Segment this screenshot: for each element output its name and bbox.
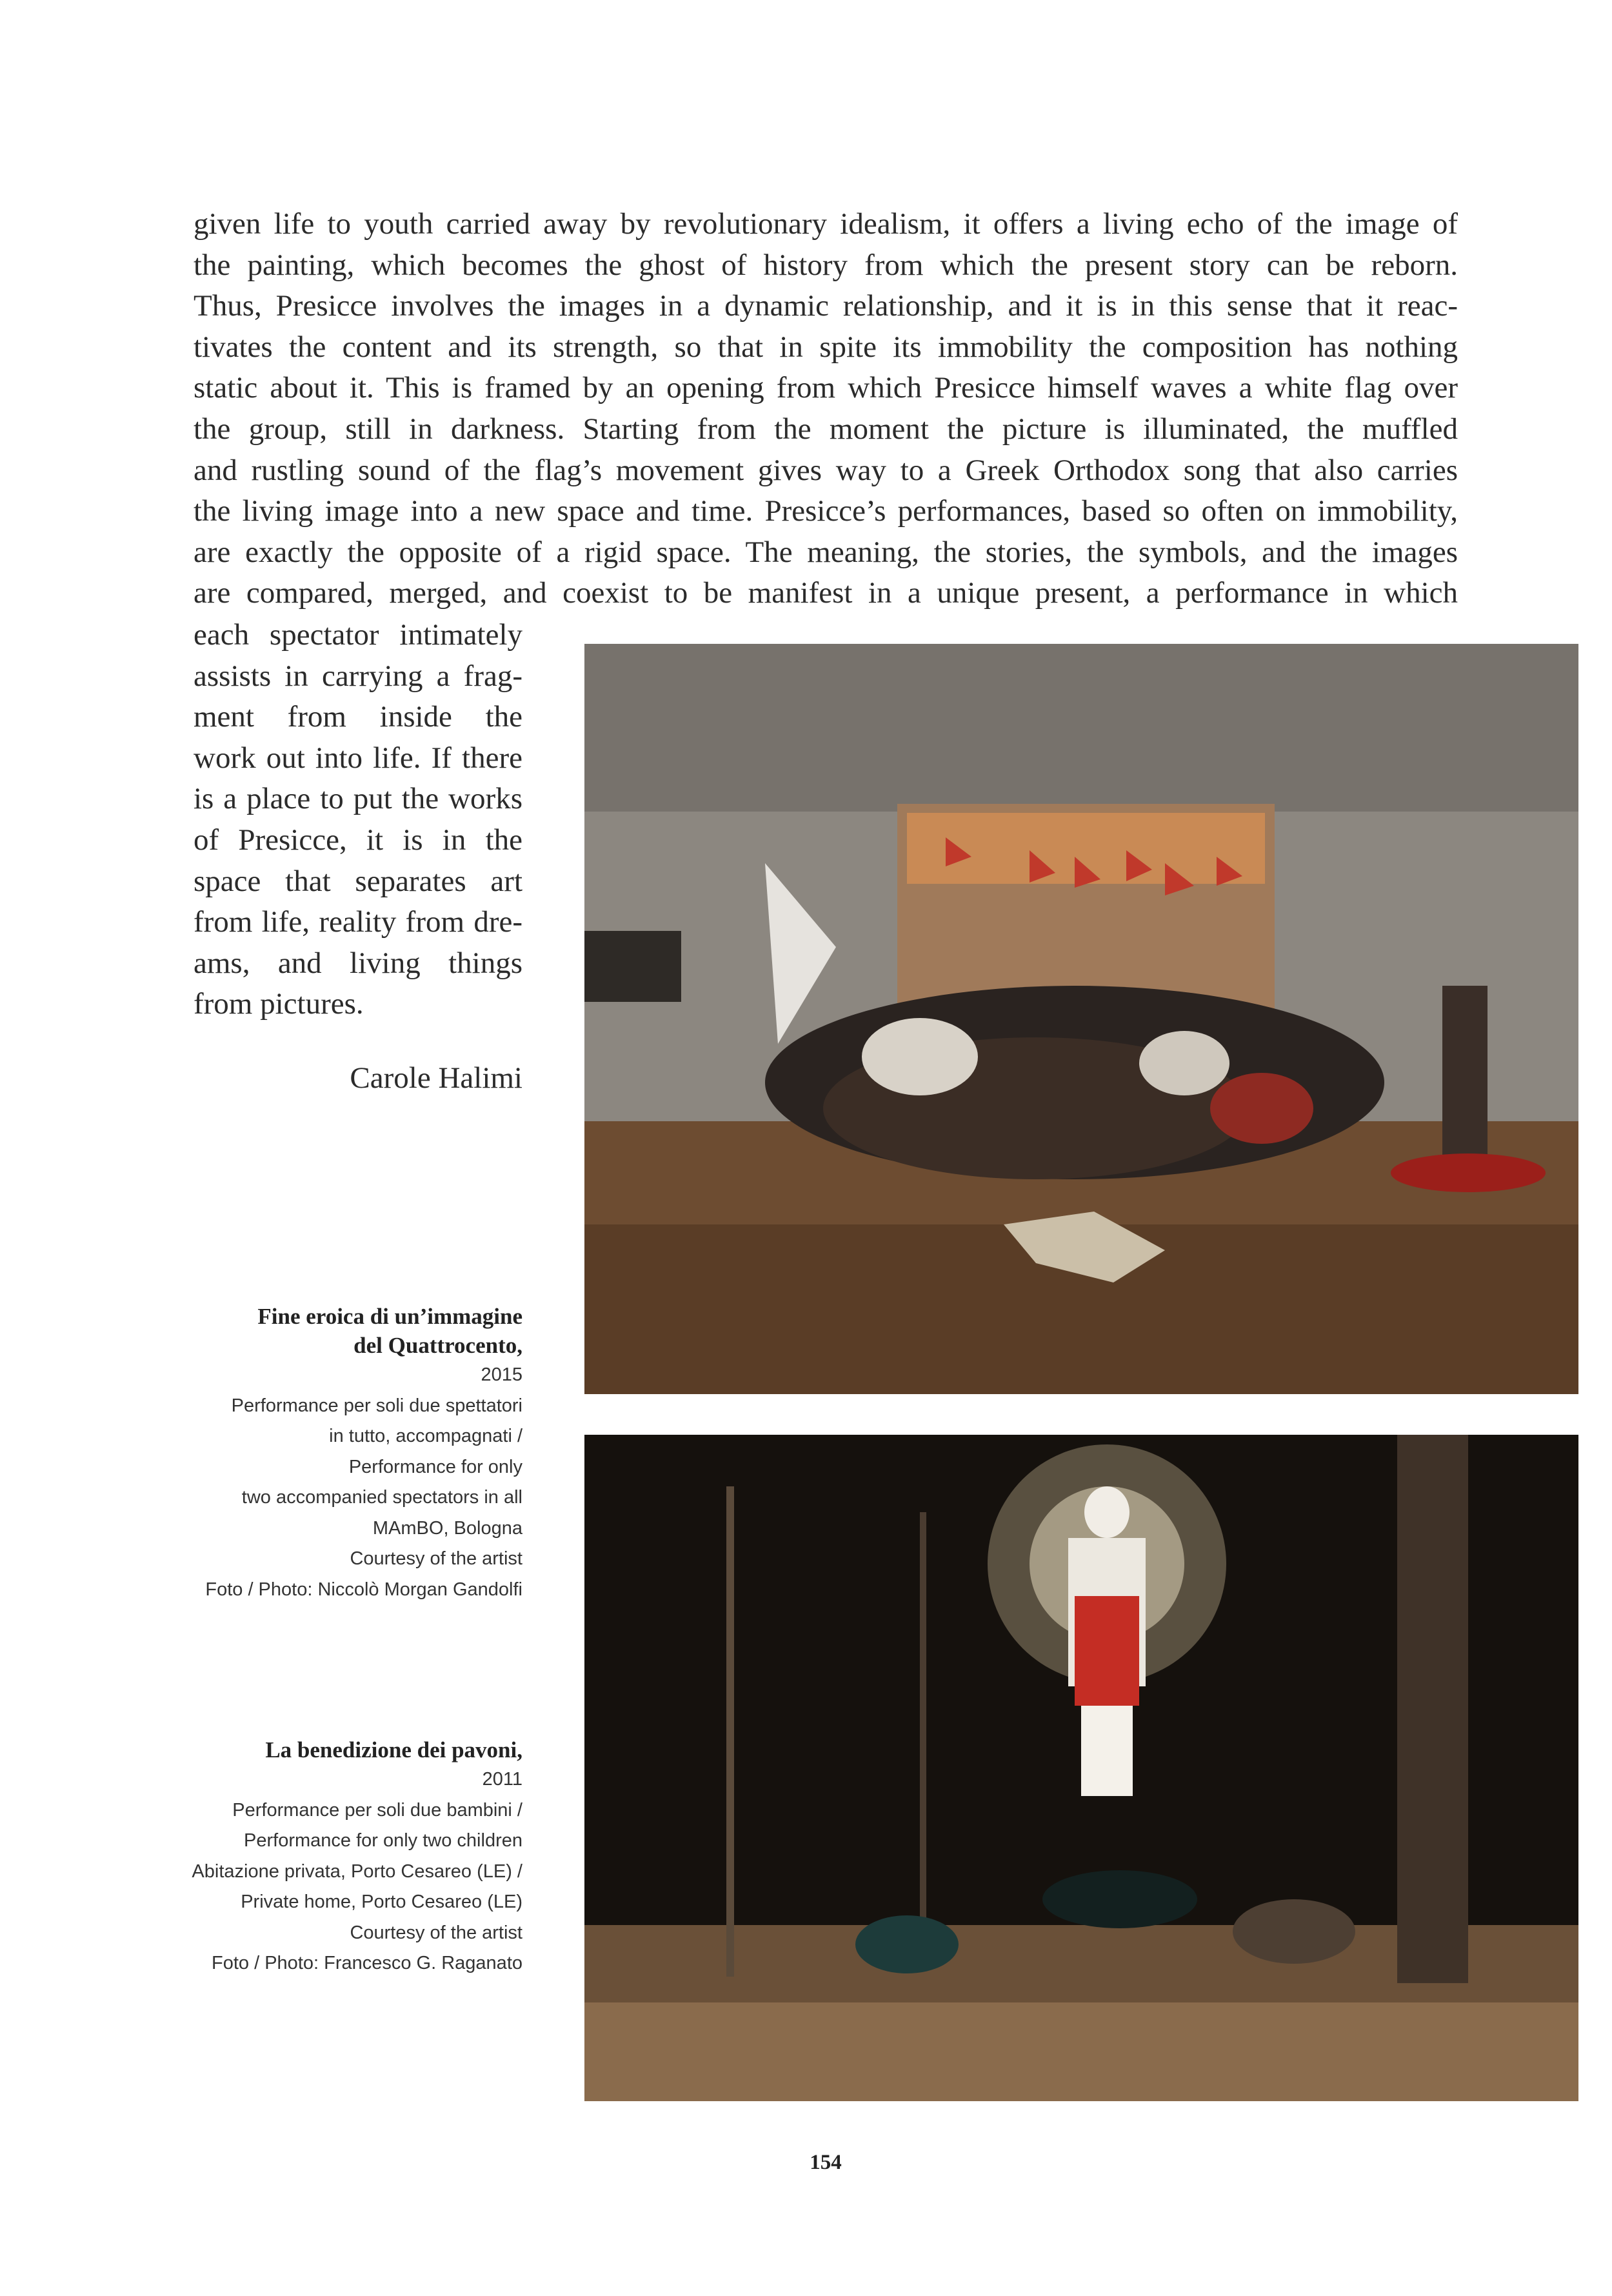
caption-title: Fine eroica di un’immagine [257,1304,522,1329]
performance-photo-gallery-image [584,644,1578,1394]
body-line: static about it. This is framed by an opening from which Presicce himself waves a white flag over [194,371,1458,405]
performance-photo-peacocks-image [584,1435,1578,2101]
caption-title: La benedizione dei pavoni, [265,1737,522,1762]
side-line: is a place to put the works [194,782,522,816]
caption-title: del Quattrocento, [353,1333,522,1358]
caption-line: MAmBO, Bologna [372,1517,522,1539]
caption-line: 2011 [482,1769,522,1790]
caption-line: Foto / Photo: Francesco G. Raganato [212,1953,522,1973]
photo-caption-2 [181,1735,522,1979]
caption-line: two accompanied spectators in all [241,1487,522,1508]
body-line: and rustling sound of the flag’s movement gives way to a Greek Orthodox song that also carries [194,453,1458,487]
caption-line: Performance per soli due spettatori [231,1395,522,1416]
side-line: ams, and living things [194,946,522,980]
side-line: space that separates art [194,864,522,898]
side-line: work out into life. If there [194,741,522,775]
body-line: the group, still in darkness. Starting from the moment the picture is illuminated, the muffled [194,412,1458,446]
side-line: ment from inside the [194,700,522,734]
body-line: Thus, Presicce involves the images in a dynamic relationship, and it is in this sense that it reac- [194,289,1458,323]
side-line: assists in carrying a frag- [194,659,522,693]
caption-line: 2015 [481,1364,522,1385]
author-signature: Carole Halimi [350,1061,522,1095]
side-column-text [194,615,522,1025]
performance-photo-gallery [584,644,1578,1394]
caption-line: Private home, Porto Cesareo (LE) [241,1892,522,1912]
caption-line: Performance for only [348,1456,522,1477]
side-line: each spectator intimately [194,618,522,652]
side-line: of Presicce, it is in the [194,823,522,857]
side-line: from life, reality from dre- [194,905,522,939]
photo-caption-1 [181,1302,522,1605]
performance-photo-peacocks [584,1435,1578,2101]
caption-line: in tutto, accompagnati / [329,1426,522,1446]
body-line: tivates the content and its strength, so that in spite its immobility the composition has nothing [194,330,1458,364]
body-line: given life to youth carried away by revolutionary idealism, it offers a living echo of the image of [194,207,1458,241]
side-line: from pictures. [194,987,364,1021]
caption-line: Performance for only two children [244,1830,522,1851]
body-line: the painting, which becomes the ghost of history from which the present story can be reborn. [194,248,1458,282]
caption-line: Foto / Photo: Niccolò Morgan Gandolfi [205,1579,522,1600]
page-number: 154 [810,2151,842,2174]
caption-line: Courtesy of the artist [350,1922,522,1943]
caption-line: Abitazione privata, Porto Cesareo (LE) / [192,1861,522,1882]
body-line: are exactly the opposite of a rigid space. The meaning, the stories, the symbols, and the images [194,535,1458,569]
body-line: are compared, merged, and coexist to be manifest in a unique present, a performance in which [194,576,1458,610]
caption-line: Performance per soli due bambini / [232,1799,522,1821]
body-line: the living image into a new space and time. Presicce’s performances, based so often on immobility, [194,494,1458,528]
caption-line: Courtesy of the artist [350,1548,522,1569]
body-text [194,204,1458,614]
